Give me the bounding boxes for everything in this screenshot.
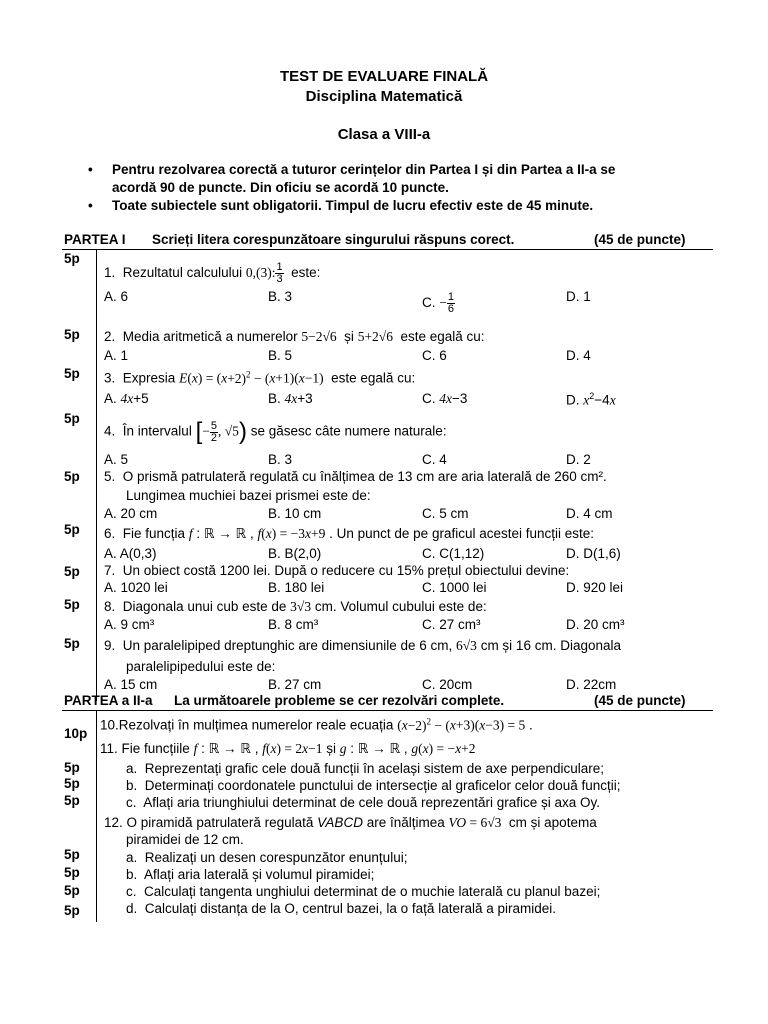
answer-b: B. 10 cm [268, 506, 322, 521]
question-points: 5p [64, 411, 80, 426]
answer-c: C. 27 cm³ [422, 617, 481, 632]
question-points: 5p [64, 883, 80, 898]
subquestion-d: d. Calculați distanța de la O, centrul bazei, la o față laterală a piramidei. [126, 901, 557, 916]
question-1: 1. Rezultatul calculului 0,(3): $\frac{1}{3}$ este: [104, 261, 321, 285]
answer-d: D. $x^2-4x$ [566, 391, 616, 408]
answer-a: A. 5 [104, 452, 129, 467]
question-points: 5p [64, 251, 80, 266]
question-2: 2. Media aritmetică a numerelor 5−2√6 și 5+2√6 este egală cu: [104, 329, 485, 344]
answer-a: A. 15 cm [104, 677, 158, 692]
question-points: 10p [64, 726, 88, 741]
question-3: 3. Expresia $E(x) = (x+2)^2 - (x+1)(x-1)$ este egală cu: [104, 369, 416, 386]
answer-c: C. 6 [422, 348, 447, 363]
answer-a: A. 9 cm³ [104, 617, 155, 632]
question-12: 12. O piramidă patrulateră regulată VABCD are înălțimea VO = 6√3 cm și apotema [104, 815, 597, 830]
part1-label: PARTEA I [64, 232, 126, 247]
answer-a: A. 1020 lei [104, 580, 168, 595]
subquestion-a: a. Realizați un desen corespunzător enunțului; [126, 850, 408, 865]
question-6: 6. Fie funcția f : ℝ → ℝ , f(x) = −3x+9 . Un punct de pe graficul acestei funcții este: [104, 526, 595, 541]
answer-d: D. D(1,6) [566, 546, 621, 561]
question-7: 7. Un obiect costă 1200 lei. După o reducere cu 15% prețul obiectului devine: [104, 563, 570, 578]
answer-c: C. − $\frac{1}{6}$ [422, 291, 455, 315]
question-points: 5p [64, 865, 80, 880]
question-points: 5p [64, 760, 80, 775]
answer-c: C. 1000 lei [422, 580, 487, 595]
subquestion-c: c. Aflați aria triunghiului determinat de cele două reprezentări grafice și axa Oy. [126, 795, 601, 810]
answer-d: D. 4 cm [566, 506, 613, 521]
question-points: 5p [64, 776, 80, 791]
question-points: 5p [64, 327, 80, 342]
subquestion-c: c. Calculați tangenta unghiului determinat de o muchie laterală cu planul bazei; [126, 884, 601, 899]
answer-d: D. 1 [566, 289, 591, 304]
answer-a: A. 4x+5 [104, 391, 149, 406]
answer-b: B. 27 cm [268, 677, 322, 692]
answer-d: D. 4 [566, 348, 591, 363]
subquestion-b: b. Determinați coordonatele punctului de intersecție al graficelor celor două funcții; [126, 778, 621, 793]
question-9-line2: paralelipipedului este de: [126, 659, 276, 674]
answer-b: B. 3 [268, 289, 293, 304]
grade-title: Clasa a VIII-a [337, 126, 431, 143]
instruction-line: Toate subiectele sunt obligatorii. Timpul de lucru efectiv este de 45 minute. [112, 198, 594, 213]
question-12-line2: piramidei de 12 cm. [126, 832, 244, 847]
instruction-line: Pentru rezolvarea corectă a tuturor cerințelor din Partea I și din Partea a II-a se [112, 162, 616, 177]
question-points: 5p [64, 522, 80, 537]
test-title: TEST DE EVALUARE FINALĂ [279, 68, 489, 85]
answer-a: A. A(0,3) [104, 546, 157, 561]
part2-instruction: La următoarele probleme se cer rezolvări complete. [174, 693, 505, 708]
bullet-icon: • [88, 162, 93, 177]
question-points: 5p [64, 597, 80, 612]
instruction-line: acordă 90 de puncte. Din oficiu se acordă 10 puncte. [112, 180, 449, 195]
question-points: 5p [64, 793, 80, 808]
question-5-line2: Lungimea muchiei bazei prismei este de: [126, 488, 371, 503]
part1-instruction: Scrieți litera corespunzătoare singurului răspuns corect. [152, 232, 515, 247]
question-points: 5p [64, 564, 80, 579]
question-points: 5p [64, 903, 80, 918]
bullet-icon: • [88, 198, 93, 213]
answer-d: D. 920 lei [566, 580, 624, 595]
answer-c: C. 5 cm [422, 506, 469, 521]
points-column-divider [96, 249, 97, 701]
divider [62, 249, 713, 250]
answer-c: C. 4x−3 [422, 391, 468, 406]
answer-c: C. C(1,12) [422, 546, 485, 561]
answer-b: B. 180 lei [268, 580, 325, 595]
question-4: 4. În intervalul [− $\frac{5}{2}$ , √5) se găsesc câte numere naturale: [104, 418, 447, 445]
answer-b: B. B(2,0) [268, 546, 322, 561]
question-points: 5p [64, 366, 80, 381]
answer-a: A. 20 cm [104, 506, 158, 521]
question-10: 10.Rezolvați în mulțimea numerelor reale ecuația $(x-2)^2 - (x+3)(x-3) = 5$ . [100, 716, 533, 733]
part1-points: (45 de puncte) [594, 232, 686, 247]
question-points: 5p [64, 636, 80, 651]
answer-b: B. 8 cm³ [268, 617, 319, 632]
answer-a: A. 6 [104, 289, 129, 304]
answer-d: D. 20 cm³ [566, 617, 625, 632]
part2-points: (45 de puncte) [594, 693, 686, 708]
answer-d: D. 22cm [566, 677, 617, 692]
answer-c: C. 20cm [422, 677, 473, 692]
question-11: 11. Fie funcțiile f : ℝ → ℝ , f(x) = 2x−1 și g : ℝ → ℝ , g(x) = −x+2 [100, 741, 476, 756]
question-8: 8. Diagonala unui cub este de 3√3 cm. Volumul cubului este de: [104, 599, 487, 614]
subquestion-b: b. Aflați aria laterală și volumul piramidei; [126, 867, 375, 882]
answer-b: B. 3 [268, 452, 293, 467]
question-5: 5. O prismă patrulateră regulată cu înălțimea de 13 cm are aria laterală de 260 cm². [104, 469, 607, 484]
answer-b: B. 5 [268, 348, 293, 363]
answer-d: D. 2 [566, 452, 591, 467]
answer-c: C. 4 [422, 452, 447, 467]
part2-label: PARTEA a II-a [64, 693, 153, 708]
subject-title: Disciplina Matematică [305, 88, 463, 105]
points-column-divider [96, 710, 97, 922]
divider [62, 710, 713, 711]
question-points: 5p [64, 847, 80, 862]
question-points: 5p [64, 469, 80, 484]
answer-b: B. 4x+3 [268, 391, 313, 406]
subquestion-a: a. Reprezentați grafic cele două funcții în același sistem de axe perpendiculare; [126, 761, 605, 776]
question-9: 9. Un paralelipiped dreptunghic are dimensiunile de 6 cm, 6√3 cm și 16 cm. Diagonala [104, 638, 621, 653]
answer-a: A. 1 [104, 348, 129, 363]
